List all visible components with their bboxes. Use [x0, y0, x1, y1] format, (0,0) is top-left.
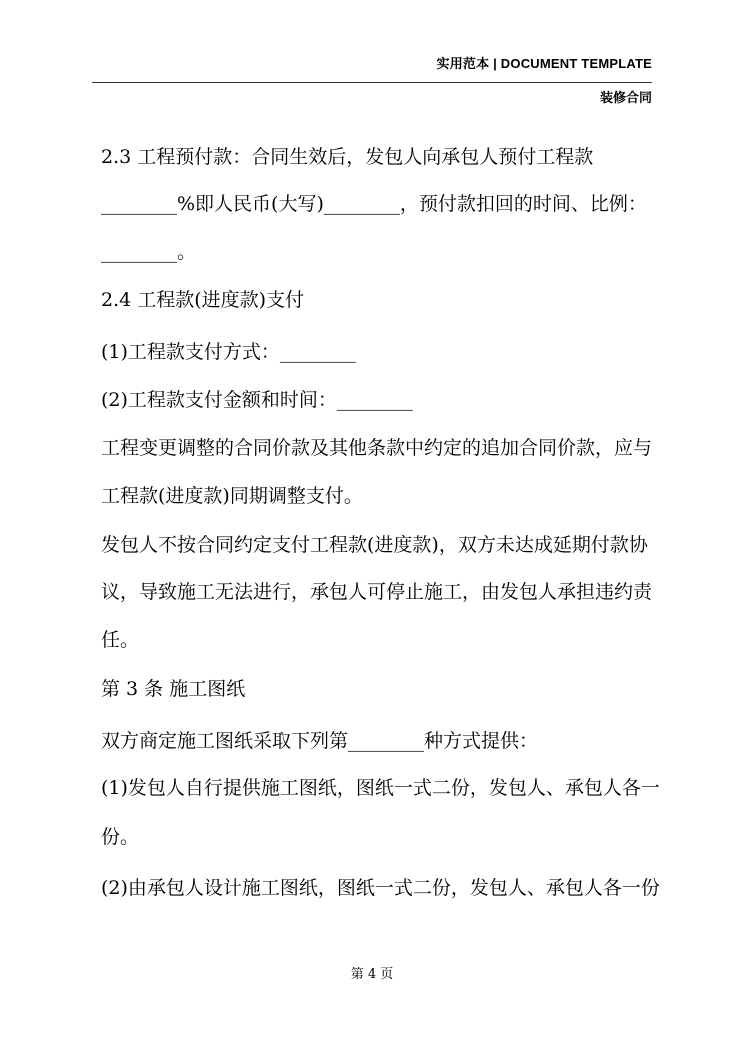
header-title: 实用范本 | DOCUMENT TEMPLATE [436, 56, 652, 71]
payment-method-line: (1)工程款支付方式：________ [101, 341, 356, 363]
option-1-line-1: (1)发包人自行提供施工图纸，图纸一式二份，发包人、承包人各一 [101, 777, 660, 799]
change-adjustment-line-2: 工程款(进度款)同期调整支付。 [101, 485, 363, 507]
payment-amount-time-line: (2)工程款支付金额和时间：________ [101, 389, 413, 411]
page-number: 第 4 页 [350, 967, 394, 982]
drawing-method-line: 双方商定施工图纸采取下列第________种方式提供： [101, 730, 539, 752]
change-adjustment-line-1: 工程变更调整的合同价款及其他条款中约定的追加合同价款，应与 [101, 437, 653, 459]
default-payment-line-2: 议，导致施工无法进行，承包人可停止施工，由发包人承担违约责 [101, 581, 653, 603]
default-payment-line-1: 发包人不按合同约定支付工程款(进度款)，双方未达成延期付款协 [101, 534, 648, 556]
clause-2-3-heading: 2.3 工程预付款：合同生效后，发包人向承包人预付工程款 [101, 146, 594, 168]
header-subtitle: 装修合同 [599, 90, 652, 105]
advance-payment-ratio-line: ________。 [101, 241, 197, 263]
header-divider [92, 82, 652, 83]
option-2-line-1: (2)由承包人设计施工图纸，图纸一式二份，发包人、承包人各一份 [101, 877, 660, 899]
option-1-line-2: 份。 [101, 826, 140, 848]
default-payment-line-3: 任。 [101, 629, 140, 651]
advance-payment-line: ________%即人民币(大写)________，预付款扣回的时间、比例： [101, 193, 647, 215]
article-3-heading: 第 3 条 施工图纸 [101, 678, 246, 700]
clause-2-4-heading: 2.4 工程款(进度款)支付 [101, 289, 305, 311]
